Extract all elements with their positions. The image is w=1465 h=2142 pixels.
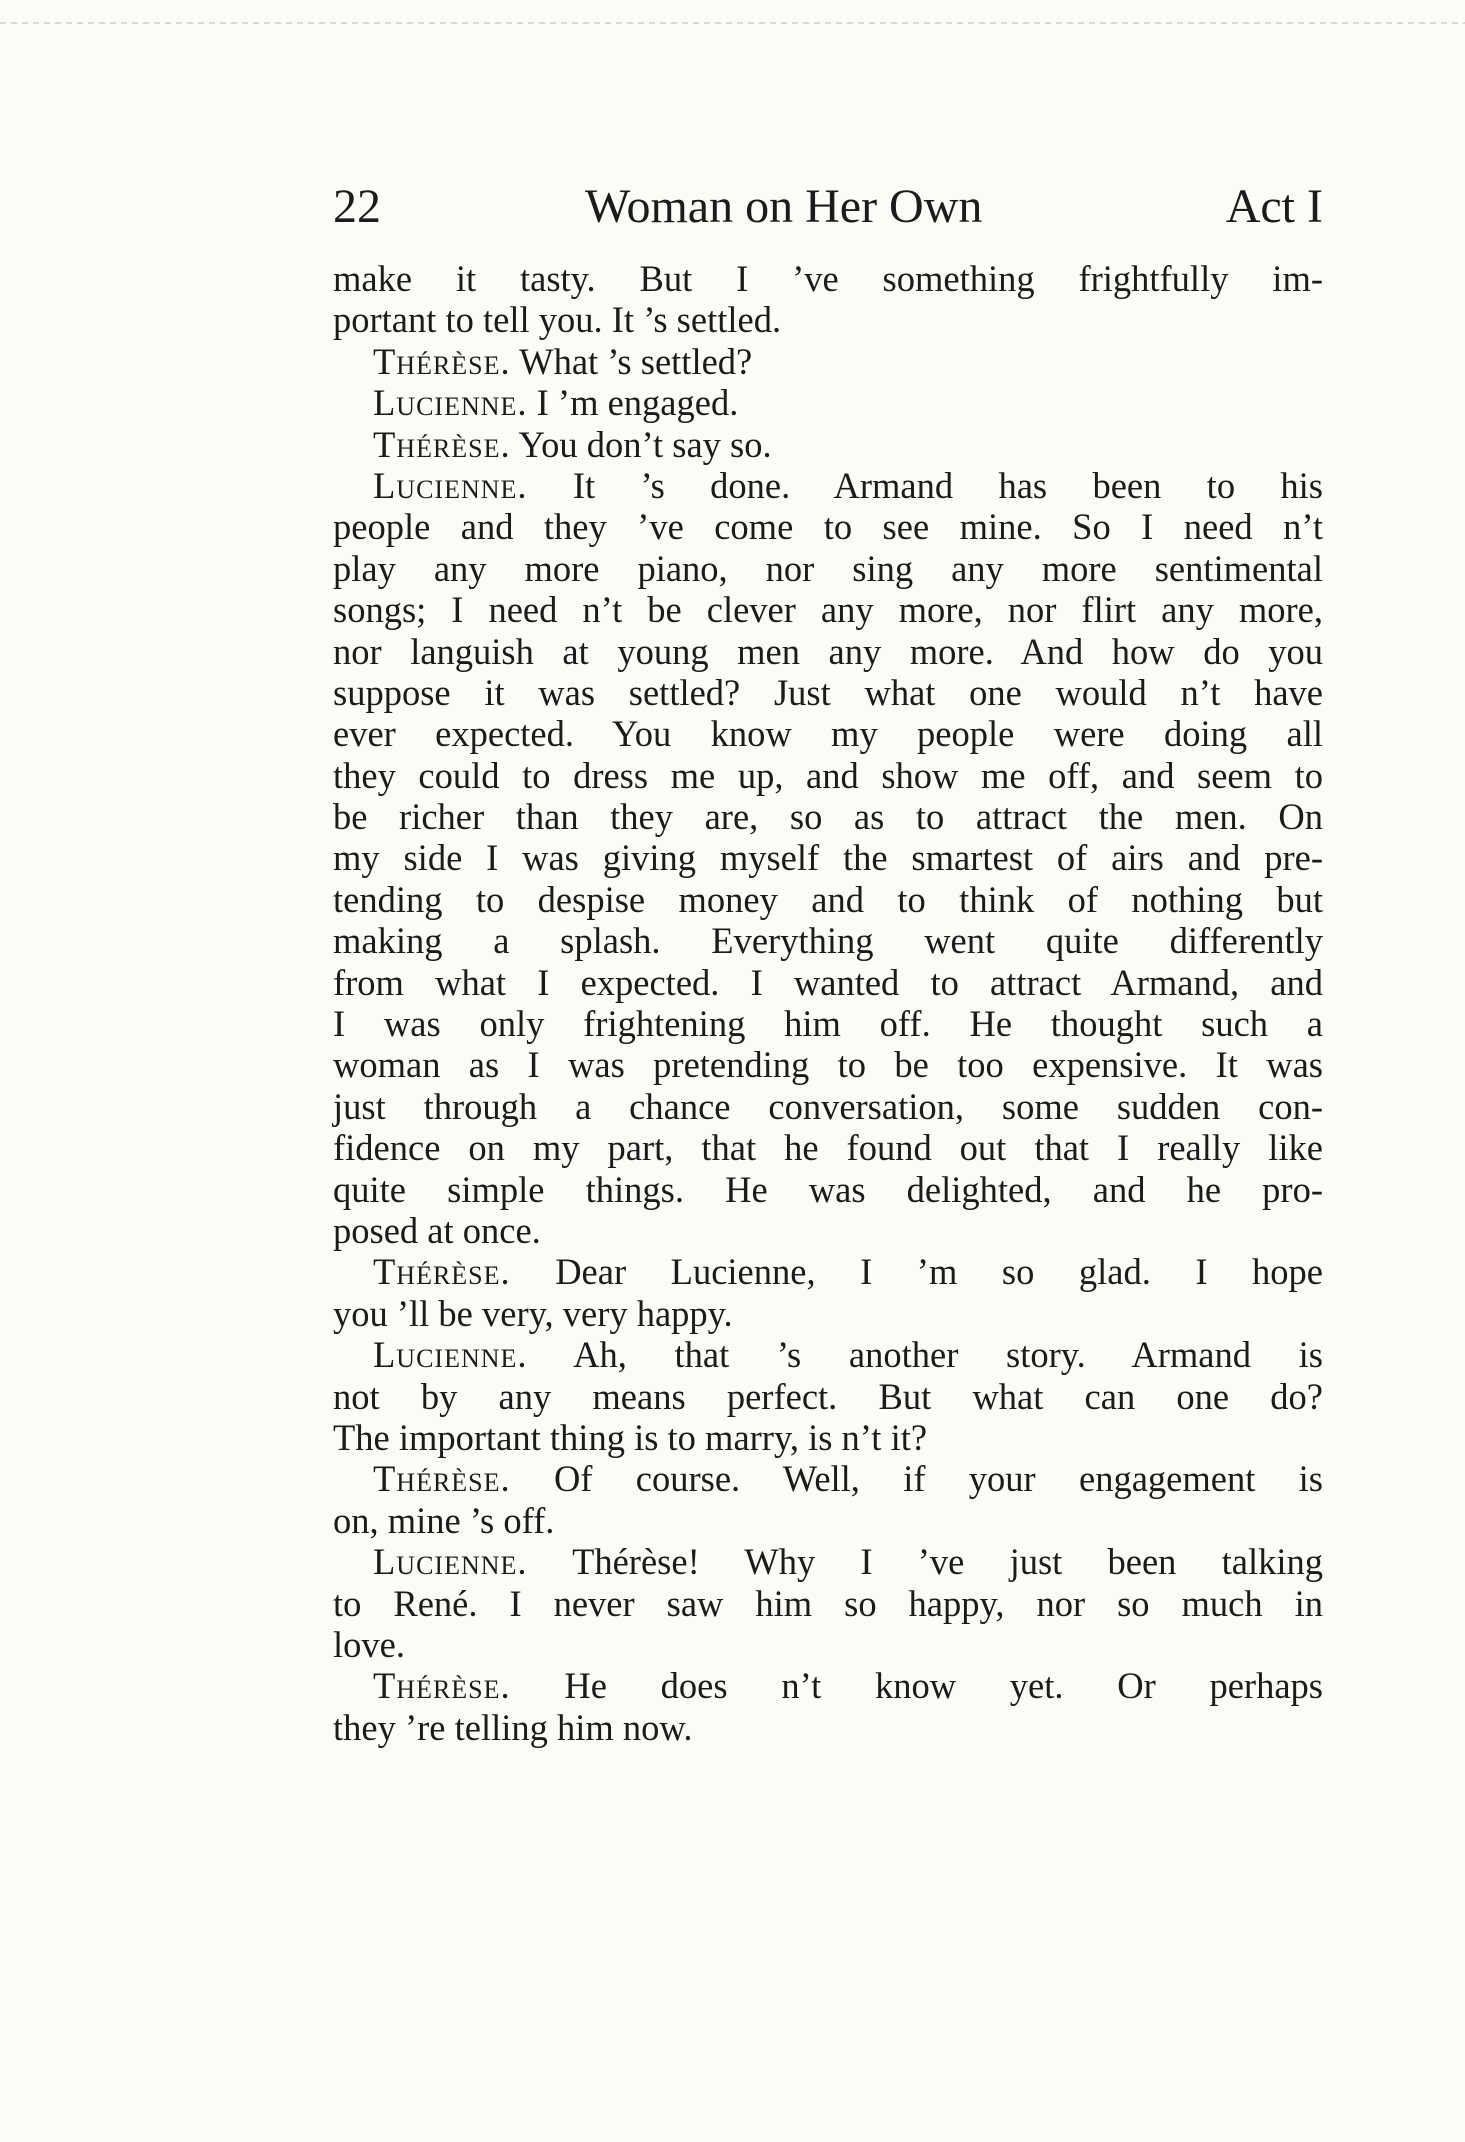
line-text: they ’re telling him now.	[333, 1706, 693, 1748]
dialogue-line	[333, 382, 1323, 423]
text-line	[333, 1417, 1323, 1458]
line-text: fidence on my part, that he found out that I really like	[333, 1127, 1323, 1169]
text-line	[333, 1707, 1323, 1748]
text-line	[333, 548, 1323, 589]
text-line	[333, 1624, 1323, 1665]
line-text: people and they ’ve come to see mine. So I need n’t	[333, 506, 1323, 548]
text-line	[333, 1293, 1323, 1334]
line-text: He does n’t know yet. Or perhaps	[564, 1665, 1323, 1707]
text-line	[333, 1500, 1323, 1541]
line-text: posed at once.	[333, 1209, 541, 1251]
text-line	[333, 1169, 1323, 1210]
speaker-name: Lucienne.	[373, 1334, 528, 1376]
line-text: love.	[333, 1623, 405, 1665]
line-text: not by any means perfect. But what can one do?	[333, 1375, 1323, 1417]
dialogue-line	[333, 1251, 1323, 1292]
text-line	[333, 1127, 1323, 1168]
scan-edge-rule	[0, 22, 1465, 24]
line-text: to René. I never saw him so happy, nor so much in	[333, 1582, 1323, 1624]
line-text: Of course. Well, if your engagement is	[553, 1458, 1323, 1500]
text-line	[333, 1210, 1323, 1251]
line-text: quite simple things. He was delighted, and he pro-	[333, 1168, 1323, 1210]
running-title: Woman on Her Own	[585, 180, 983, 233]
speaker-name: Lucienne.	[373, 1541, 528, 1583]
text-line	[333, 796, 1323, 837]
line-text: nor languish at young men any more. And how do you	[333, 630, 1323, 672]
line-text: What ’s settled?	[519, 340, 753, 382]
text-line	[333, 1044, 1323, 1085]
text-line	[333, 506, 1323, 547]
text-line	[333, 1086, 1323, 1127]
line-text: songs; I need n’t be clever any more, nor flirt any more,	[333, 589, 1323, 631]
line-text: Ah, that ’s another story. Armand is	[573, 1334, 1323, 1376]
line-text: suppose it was settled? Just what one would n’t have	[333, 671, 1323, 713]
text-line	[333, 631, 1323, 672]
speaker-name: Thérèse.	[373, 1458, 511, 1500]
text-line	[333, 755, 1323, 796]
line-text: ever expected. You know my people were doing all	[333, 713, 1323, 755]
act-label: Act I	[1225, 180, 1323, 233]
text-line	[333, 713, 1323, 754]
dialogue-line	[333, 1541, 1323, 1582]
line-text: I ’m engaged.	[536, 382, 739, 424]
line-text: Thérèse! Why I ’ve just been talking	[572, 1541, 1323, 1583]
line-text: Dear Lucienne, I ’m so glad. I hope	[555, 1251, 1324, 1293]
line-text: just through a chance conversation, some sudden con-	[333, 1085, 1323, 1127]
running-header	[333, 172, 1323, 242]
text-line	[333, 1376, 1323, 1417]
speaker-name: Thérèse.	[373, 423, 511, 465]
line-text: my side I was giving myself the smartest of airs and pre-	[333, 837, 1323, 879]
line-text: you ’ll be very, very happy.	[333, 1292, 733, 1334]
line-text: play any more piano, nor sing any more sentimental	[333, 547, 1323, 589]
page-number: 22	[333, 180, 381, 233]
line-text: The important thing is to marry, is n’t it?	[333, 1416, 928, 1458]
line-text: It ’s done. Armand has been to his	[572, 464, 1323, 506]
text-line	[333, 258, 1323, 299]
line-text: be richer than they are, so as to attract the men. On	[333, 796, 1323, 838]
dialogue-line	[333, 424, 1323, 465]
text-line	[333, 837, 1323, 878]
speaker-name: Lucienne.	[373, 382, 528, 424]
body-text	[333, 258, 1323, 1748]
text-line	[333, 920, 1323, 961]
dialogue-line	[333, 1665, 1323, 1706]
text-line	[333, 1003, 1323, 1044]
line-text: portant to tell you. It ’s settled.	[333, 299, 782, 341]
line-text: making a splash. Everything went quite differently	[333, 920, 1323, 962]
text-line	[333, 962, 1323, 1003]
line-text: tending to despise money and to think of nothing but	[333, 878, 1323, 920]
text-line	[333, 589, 1323, 630]
speaker-name: Lucienne.	[373, 464, 528, 506]
text-line	[333, 299, 1323, 340]
dialogue-line	[333, 465, 1323, 506]
line-text: from what I expected. I wanted to attract Armand, and	[333, 961, 1323, 1003]
dialogue-line	[333, 1458, 1323, 1499]
speaker-name: Thérèse.	[373, 340, 511, 382]
line-text: You don’t say so.	[518, 423, 772, 465]
speaker-name: Thérèse.	[373, 1665, 511, 1707]
line-text: woman as I was pretending to be too expensive. It was	[333, 1044, 1323, 1086]
line-text: I was only frightening him off. He thought such a	[333, 1003, 1323, 1045]
line-text: make it tasty. But I ’ve something frightfully im-	[333, 258, 1323, 299]
speaker-name: Thérèse.	[373, 1251, 511, 1293]
line-text: on, mine ’s off.	[333, 1499, 555, 1541]
dialogue-line	[333, 341, 1323, 382]
text-line	[333, 672, 1323, 713]
text-line	[333, 879, 1323, 920]
dialogue-line	[333, 1334, 1323, 1375]
line-text: they could to dress me up, and show me off, and seem to	[333, 754, 1323, 796]
text-line	[333, 1583, 1323, 1624]
